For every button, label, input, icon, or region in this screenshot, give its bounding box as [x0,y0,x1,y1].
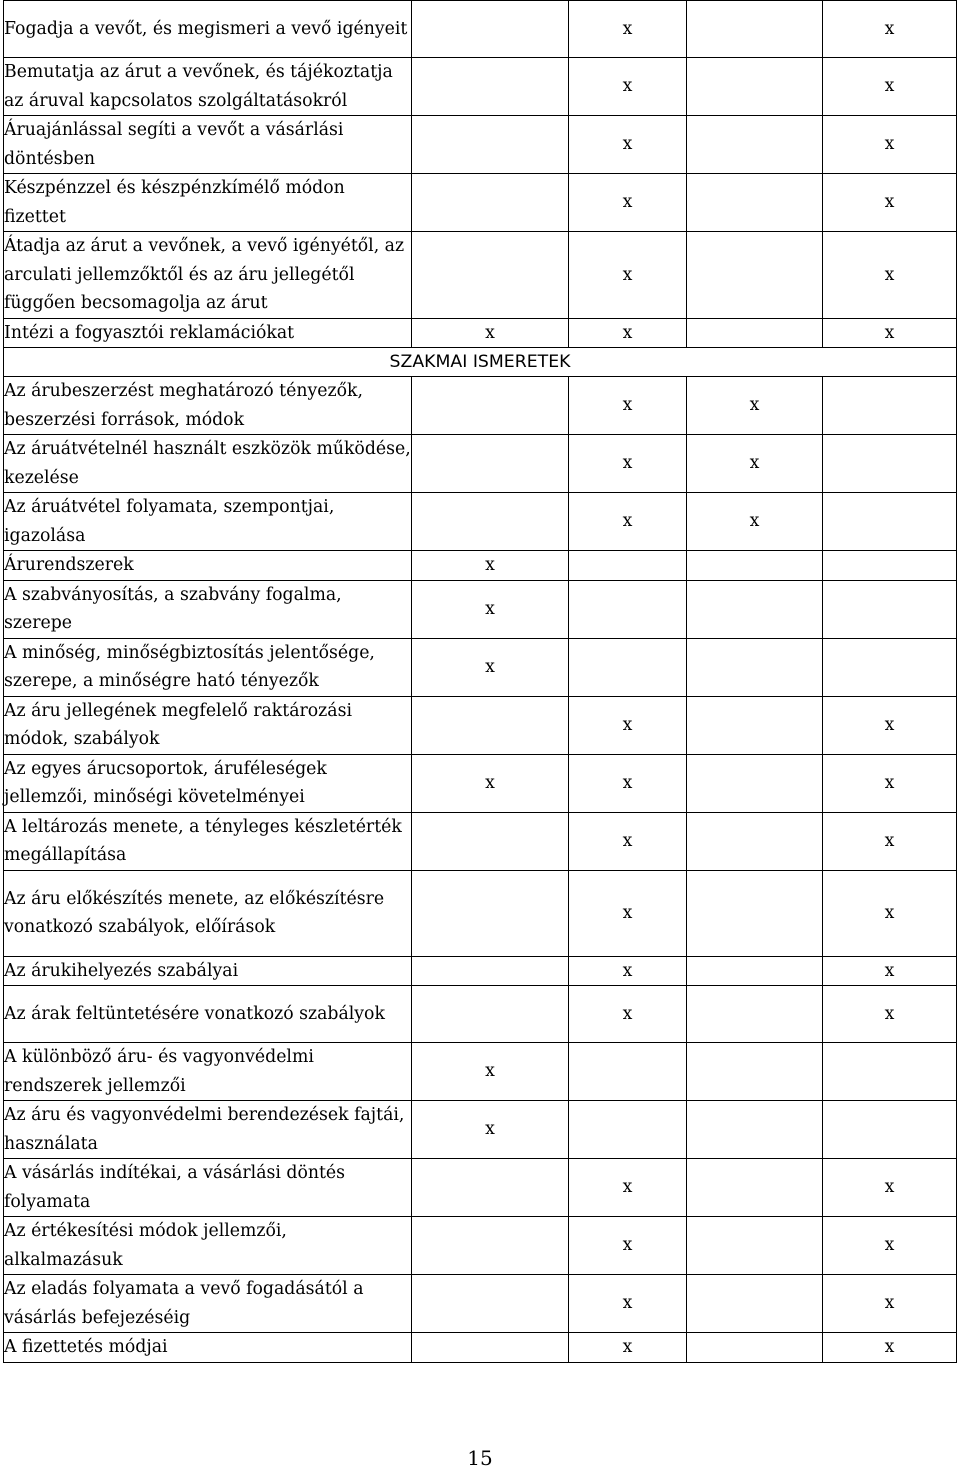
mark-cell-4 [823,551,957,581]
mark-cell-3 [687,1159,823,1217]
mark-cell-1 [412,493,569,551]
row-label: A minőség, minőségbiztosítás jelentősége, szerepe, a minőségre ható tényezők [4,638,412,696]
mark-cell-3 [687,812,823,870]
mark-cell-2 [569,551,687,581]
mark-cell-1 [412,174,569,232]
row-label: Árurendszerek [4,551,412,581]
mark-cell-1 [412,232,569,319]
section-title: SZAKMAI ISMERETEK [4,348,957,377]
row-label: A vásárlás indítékai, a vásárlási döntés folyamata [4,1159,412,1217]
mark-cell-2 [569,1101,687,1159]
mark-cell-2: x [569,493,687,551]
competency-table [3,0,957,1363]
table-row [4,1275,957,1333]
mark-cell-1 [412,812,569,870]
table-row [4,1333,957,1363]
table-row [4,1101,957,1159]
row-label: Az áru jellegének megfelelő raktározási módok, szabályok [4,696,412,754]
mark-cell-1 [412,1275,569,1333]
mark-cell-1 [412,1,569,58]
mark-cell-3: x [687,377,823,435]
mark-cell-4: x [823,58,957,116]
mark-cell-2: x [569,870,687,956]
mark-cell-4 [823,377,957,435]
mark-cell-4 [823,1043,957,1101]
mark-cell-2 [569,580,687,638]
row-label: Az áruátvételnél használt eszközök működése, kezelése [4,435,412,493]
page-number: 15 [467,1446,493,1470]
table-row [4,812,957,870]
row-label: Átadja az árut a vevőnek, a vevő igényétől, az arculati jellemzőktől és az áru jellegétől függően becsomagolja az árut [4,232,412,319]
mark-cell-4: x [823,1,957,58]
mark-cell-4: x [823,232,957,319]
table-row [4,1159,957,1217]
mark-cell-1: x [412,580,569,638]
mark-cell-2: x [569,174,687,232]
mark-cell-3 [687,986,823,1043]
mark-cell-4: x [823,870,957,956]
mark-cell-2: x [569,1333,687,1363]
mark-cell-4: x [823,812,957,870]
mark-cell-2: x [569,696,687,754]
mark-cell-4: x [823,1333,957,1363]
table-row [4,435,957,493]
table-row [4,580,957,638]
table-row [4,174,957,232]
mark-cell-3 [687,551,823,581]
table-row [4,58,957,116]
mark-cell-2: x [569,754,687,812]
row-label: Bemutatja az árut a vevőnek, és tájékoztatja az áruval kapcsolatos szolgáltatásokról [4,58,412,116]
table-row [4,1217,957,1275]
mark-cell-1: x [412,551,569,581]
mark-cell-4: x [823,696,957,754]
table-row [4,986,957,1043]
mark-cell-2: x [569,58,687,116]
mark-cell-3 [687,638,823,696]
mark-cell-3 [687,580,823,638]
row-label: Az árukihelyezés szabályai [4,956,412,986]
mark-cell-2: x [569,1,687,58]
mark-cell-4: x [823,116,957,174]
mark-cell-4: x [823,174,957,232]
table-row [4,638,957,696]
table-row [4,1043,957,1101]
row-label: Az áruátvétel folyamata, szempontjai, igazolása [4,493,412,551]
section-header-row [4,348,957,377]
row-label: Az árak feltüntetésére vonatkozó szabályok [4,986,412,1043]
mark-cell-3 [687,116,823,174]
mark-cell-3 [687,1275,823,1333]
mark-cell-3: x [687,435,823,493]
mark-cell-3 [687,870,823,956]
mark-cell-2: x [569,1217,687,1275]
mark-cell-2: x [569,956,687,986]
mark-cell-4 [823,638,957,696]
table-row [4,116,957,174]
mark-cell-2: x [569,318,687,348]
mark-cell-1 [412,116,569,174]
mark-cell-3 [687,58,823,116]
mark-cell-3 [687,1217,823,1275]
mark-cell-3 [687,696,823,754]
competency-table-body [4,1,957,1363]
mark-cell-3 [687,1333,823,1363]
mark-cell-4: x [823,1159,957,1217]
mark-cell-1 [412,1159,569,1217]
mark-cell-2 [569,1043,687,1101]
row-label: Áruajánlással segíti a vevőt a vásárlási döntésben [4,116,412,174]
mark-cell-3 [687,754,823,812]
row-label: Az értékesítési módok jellemzői, alkalmazásuk [4,1217,412,1275]
mark-cell-1 [412,435,569,493]
mark-cell-1: x [412,1101,569,1159]
mark-cell-3 [687,318,823,348]
row-label: Fogadja a vevőt, és megismeri a vevő igényeit [4,1,412,58]
mark-cell-1 [412,956,569,986]
row-label: A fizettetés módjai [4,1333,412,1363]
row-label: Az áru és vagyonvédelmi berendezések fajtái, használata [4,1101,412,1159]
mark-cell-4: x [823,754,957,812]
mark-cell-3 [687,956,823,986]
mark-cell-3 [687,174,823,232]
mark-cell-1: x [412,754,569,812]
mark-cell-1: x [412,638,569,696]
mark-cell-3 [687,1,823,58]
mark-cell-1 [412,870,569,956]
mark-cell-4 [823,1101,957,1159]
table-row [4,493,957,551]
table-row [4,870,957,956]
mark-cell-4: x [823,1217,957,1275]
row-label: Az eladás folyamata a vevő fogadásától a vásárlás befejezéséig [4,1275,412,1333]
mark-cell-1 [412,58,569,116]
mark-cell-2: x [569,1159,687,1217]
table-row [4,754,957,812]
mark-cell-3 [687,1043,823,1101]
mark-cell-1 [412,377,569,435]
mark-cell-4 [823,435,957,493]
mark-cell-2: x [569,812,687,870]
table-row [4,318,957,348]
mark-cell-4: x [823,986,957,1043]
mark-cell-1 [412,1333,569,1363]
mark-cell-4: x [823,956,957,986]
mark-cell-4 [823,580,957,638]
table-row [4,377,957,435]
mark-cell-2: x [569,435,687,493]
mark-cell-2: x [569,116,687,174]
mark-cell-2: x [569,377,687,435]
mark-cell-1 [412,986,569,1043]
mark-cell-1 [412,1217,569,1275]
row-label: Az árubeszerzést meghatározó tényezők, beszerzési források, módok [4,377,412,435]
row-label: A szabványosítás, a szabvány fogalma, szerepe [4,580,412,638]
row-label: A különböző áru- és vagyonvédelmi rendszerek jellemzői [4,1043,412,1101]
row-label: Készpénzzel és készpénzkímélő módon fizettet [4,174,412,232]
row-label: Intézi a fogyasztói reklamációkat [4,318,412,348]
table-row [4,696,957,754]
mark-cell-2: x [569,986,687,1043]
table-row [4,551,957,581]
mark-cell-1: x [412,1043,569,1101]
mark-cell-4 [823,493,957,551]
mark-cell-4: x [823,1275,957,1333]
mark-cell-2 [569,638,687,696]
mark-cell-3 [687,1101,823,1159]
table-row [4,1,957,58]
mark-cell-4: x [823,318,957,348]
mark-cell-2: x [569,232,687,319]
row-label: Az áru előkészítés menete, az előkészítésre vonatkozó szabályok, előírások [4,870,412,956]
mark-cell-3: x [687,493,823,551]
mark-cell-2: x [569,1275,687,1333]
mark-cell-1: x [412,318,569,348]
table-row [4,956,957,986]
table-row [4,232,957,319]
mark-cell-3 [687,232,823,319]
mark-cell-1 [412,696,569,754]
row-label: A leltározás menete, a tényleges készletérték megállapítása [4,812,412,870]
row-label: Az egyes árucsoportok, áruféleségek jellemzői, minőségi követelményei [4,754,412,812]
